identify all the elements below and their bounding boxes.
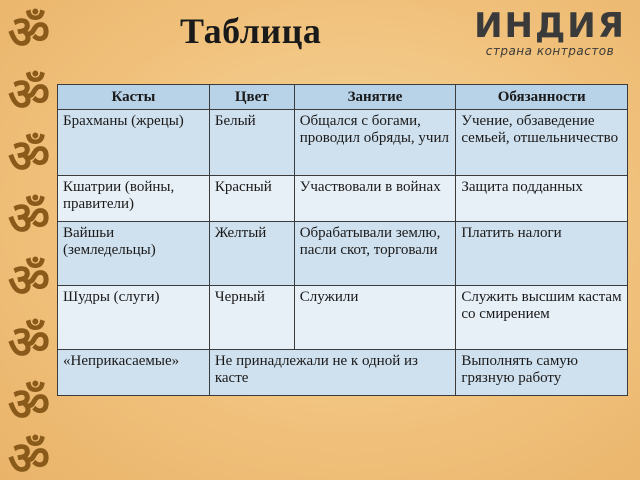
cell-duties: Защита подданных xyxy=(456,176,628,222)
table-row xyxy=(58,110,628,176)
table-header-row xyxy=(58,85,628,110)
logo-title: ИНДИЯ xyxy=(474,6,626,46)
header-color: Цвет xyxy=(209,85,294,110)
cell-caste: Вайшьи (земледельцы) xyxy=(58,222,210,286)
cell-color-occupation: Не принадлежали не к одной из касте xyxy=(209,350,456,396)
cell-color: Желтый xyxy=(209,222,294,286)
header-duties: Обязанности xyxy=(456,85,628,110)
logo-subtitle: страна контрастов xyxy=(485,44,615,58)
caste-table xyxy=(57,84,628,396)
cell-color: Черный xyxy=(209,286,294,350)
page-title: Таблица xyxy=(180,11,322,51)
cell-duties: Служить высшим кастам со смирением xyxy=(456,286,628,350)
cell-caste: Брахманы (жрецы) xyxy=(58,110,210,176)
om-symbol-icon: ॐ xyxy=(8,191,50,245)
table-row xyxy=(58,222,628,286)
om-symbol-icon: ॐ xyxy=(8,67,50,121)
cell-caste: «Неприкасаемые» xyxy=(58,350,210,396)
cell-occupation: Общался с богами, проводил обряды, учил xyxy=(294,110,456,176)
om-symbol-icon: ॐ xyxy=(8,129,50,183)
om-symbol-icon: ॐ xyxy=(8,431,50,480)
cell-duties: Платить налоги xyxy=(456,222,628,286)
cell-color: Белый xyxy=(209,110,294,176)
cell-occupation: Участвовали в войнах xyxy=(294,176,456,222)
om-decor-column xyxy=(0,0,58,480)
om-symbol-icon: ॐ xyxy=(8,377,50,431)
cell-occupation: Обрабатывали землю, пасли скот, торговали xyxy=(294,222,456,286)
cell-color: Красный xyxy=(209,176,294,222)
table-row xyxy=(58,286,628,350)
header-castes: Касты xyxy=(58,85,210,110)
header-occupation: Занятие xyxy=(294,85,456,110)
table-row xyxy=(58,350,628,396)
cell-occupation: Служили xyxy=(294,286,456,350)
table-row xyxy=(58,176,628,222)
om-symbol-icon: ॐ xyxy=(8,253,50,307)
cell-duties: Выполнять самую грязную работу xyxy=(456,350,628,396)
om-symbol-icon: ॐ xyxy=(8,315,50,369)
cell-caste: Кшатрии (войны, правители) xyxy=(58,176,210,222)
om-symbol-icon: ॐ xyxy=(8,5,50,59)
cell-duties: Учение, обзаведение семьей, отшельничество xyxy=(456,110,628,176)
cell-caste: Шудры (слуги) xyxy=(58,286,210,350)
india-logo xyxy=(470,6,630,66)
